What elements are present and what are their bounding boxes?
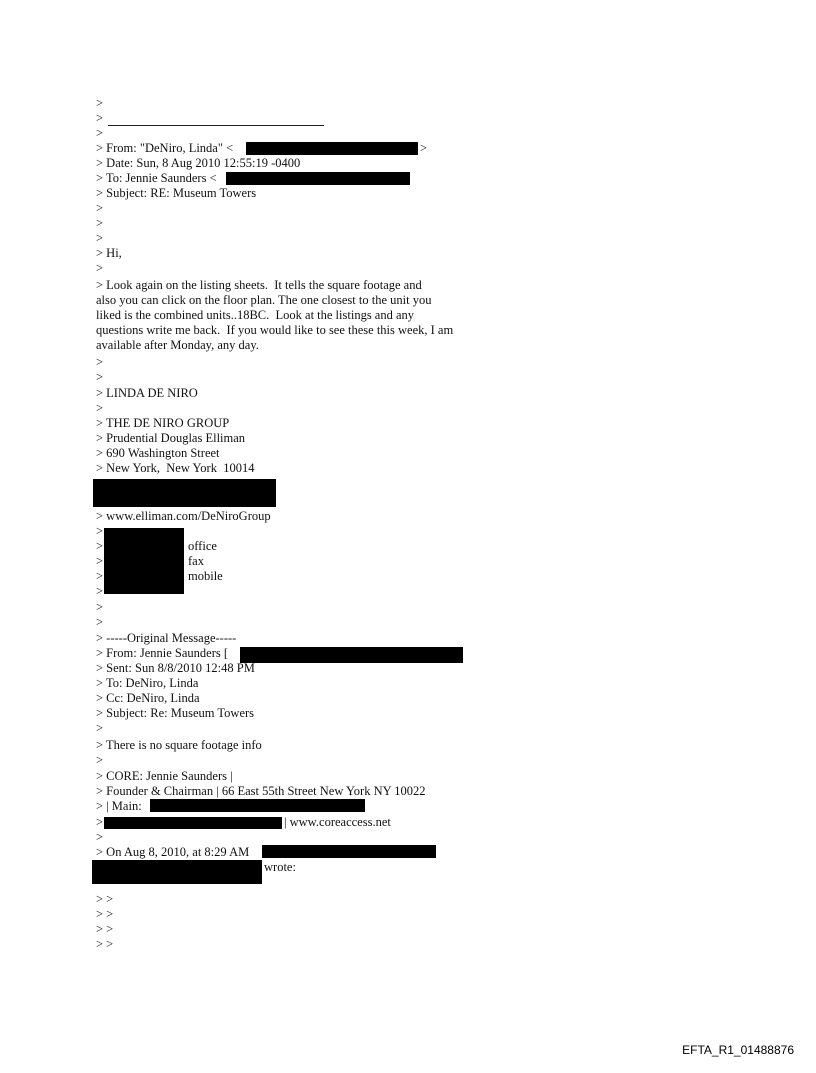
- body-line: > Look again on the listing sheets. It tells the square footage and: [96, 278, 422, 292]
- signature-main: > | Main:: [96, 799, 142, 813]
- quote-line: >: [96, 615, 104, 629]
- quote-line: >: [96, 231, 104, 245]
- body-line: > There is no square footage info: [96, 738, 262, 752]
- quote-line: >: [96, 524, 104, 538]
- redaction-box: [226, 172, 410, 185]
- quote-line: >: [96, 600, 104, 614]
- from-line: > From: "DeNiro, Linda" <: [96, 141, 234, 155]
- quote-line: >: [96, 261, 104, 275]
- body-line: available after Monday, any day.: [96, 338, 259, 352]
- contact-label-office: office: [188, 539, 217, 553]
- signature-city: > New York, New York 10014: [96, 461, 255, 475]
- quote-line: >: [96, 569, 104, 583]
- quote-line: >: [96, 815, 104, 829]
- body-line: questions write me back. If you would like to see these this week, I am: [96, 323, 454, 337]
- quote-line: >: [96, 96, 104, 110]
- quote-line: >: [96, 539, 104, 553]
- redaction-box: [92, 860, 262, 884]
- redaction-box: [240, 647, 463, 663]
- contact-label-mobile: mobile: [188, 569, 223, 583]
- redaction-box: [150, 799, 365, 812]
- contact-label-fax: fax: [188, 554, 204, 568]
- quote-line: >: [96, 584, 104, 598]
- quote-line: >: [96, 216, 104, 230]
- subject-line: > Subject: Re: Museum Towers: [96, 706, 255, 720]
- from-close: >: [420, 141, 428, 155]
- quote-line: >: [96, 201, 104, 215]
- quote-line: >: [96, 126, 104, 140]
- signature-name: > LINDA DE NIRO: [96, 386, 198, 400]
- signature-group: > THE DE NIRO GROUP: [96, 416, 230, 430]
- redaction-box: [246, 142, 418, 155]
- original-message-header: > -----Original Message-----: [96, 631, 237, 645]
- quote-line: > >: [96, 922, 114, 936]
- quote-line: >: [96, 111, 104, 125]
- cc-line: > Cc: DeNiro, Linda: [96, 691, 200, 705]
- redaction-box: [104, 528, 184, 594]
- to-line: > To: DeNiro, Linda: [96, 676, 199, 690]
- to-line: > To: Jennie Saunders <: [96, 171, 217, 185]
- quote-line: > >: [96, 937, 114, 951]
- signature-web: | www.coreaccess.net: [284, 815, 391, 829]
- quote-line: >: [96, 355, 104, 369]
- signature-web: > www.elliman.com/DeNiroGroup: [96, 509, 271, 523]
- quote-line: >: [96, 370, 104, 384]
- signature-core: > CORE: Jennie Saunders |: [96, 769, 233, 783]
- quote-line: >: [96, 753, 104, 767]
- body-line: also you can click on the floor plan. The one closest to the unit you: [96, 293, 432, 307]
- wrote-label: wrote:: [264, 860, 296, 874]
- quote-line: >: [96, 721, 104, 735]
- greeting-line: > Hi,: [96, 246, 122, 260]
- on-date-line: > On Aug 8, 2010, at 8:29 AM: [96, 845, 250, 859]
- quote-line: >: [96, 830, 104, 844]
- quote-line: >: [96, 401, 104, 415]
- redaction-box: [104, 817, 282, 829]
- from-line: > From: Jennie Saunders [: [96, 646, 229, 660]
- signature-title: > Founder & Chairman | 66 East 55th Street New York NY 10022: [96, 784, 426, 798]
- signature-company: > Prudential Douglas Elliman: [96, 431, 246, 445]
- document-id: EFTA_R1_01488876: [682, 1043, 794, 1057]
- date-line: > Date: Sun, 8 Aug 2010 12:55:19 -0400: [96, 156, 301, 170]
- subject-line: > Subject: RE: Museum Towers: [96, 186, 257, 200]
- sent-line: > Sent: Sun 8/8/2010 12:48 PM: [96, 661, 255, 675]
- quote-line: >: [96, 554, 104, 568]
- body-line: liked is the combined units..18BC. Look at the listings and any: [96, 308, 415, 322]
- redaction-box: [262, 845, 436, 858]
- signature-street: > 690 Washington Street: [96, 446, 220, 460]
- separator-rule: [108, 125, 324, 126]
- redaction-box: [93, 479, 276, 507]
- quote-line: > >: [96, 907, 114, 921]
- quote-line: > >: [96, 892, 114, 906]
